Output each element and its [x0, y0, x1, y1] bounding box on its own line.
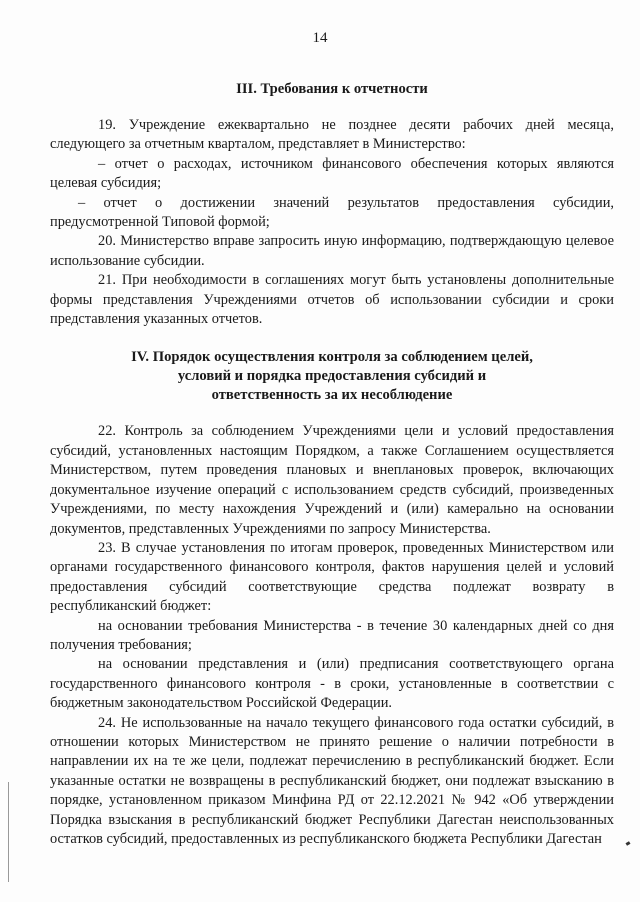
section-4-title — [50, 348, 614, 405]
paragraph-23-item-control-order: на основании представления и (или) предписания соответствующего органа государственного финансового контроля - в сроки, установленные в соответствии с бюджетным законодательством Российской Федерации. — [50, 656, 614, 712]
paragraph-20: 20. Министерство вправе запросить иную информацию, подтверждающую целевое использование субсидии. — [50, 233, 614, 269]
paragraph-19-item-expenses-report: – отчет о расходах, источником финансового обеспечения которых являются целевая субсидия; — [50, 155, 614, 192]
paragraph-21: 21. При необходимости в соглашениях могут быть установлены дополнительные формы представления Учреждениями отчетов об использовании субсидии и сроки представления указанных отчетов. — [50, 272, 614, 328]
document-body — [50, 76, 614, 849]
section-4-title-line-1: IV. Порядок осуществления контроля за соблюдением целей, — [131, 349, 533, 366]
paragraph-23-item-ministry-demand: на основании требования Министерства - в течение 30 календарных дней со дня получения требования; — [50, 617, 614, 653]
paragraph-19-item-results-report: – отчет о достижении значений результатов предоставления субсидии, предусмотренной Типовой формой; — [50, 194, 614, 231]
section-4-title-line-3: ответственность за их несоблюдение — [211, 387, 453, 404]
paragraph-22: 22. Контроль за соблюдением Учреждениями цели и условий предоставления субсидий, установленных настоящим Порядком, а также Соглашением осуществляется Министерством, путем проведения плановых и внеплановых проверок, включающих документальное изучение операций с использованием средств субсидий, произведенных Учреждениями, по месту нахождения Учреждений и (или) камерально на основании документов, представленных Учреждениями по запросу Министерства. — [50, 423, 614, 537]
page-number: 14 — [312, 30, 328, 46]
paragraph-19: 19. Учреждение ежеквартально не позднее десяти рабочих дней месяца, следующего за отчетным кварталом, представляет в Министерство: — [50, 117, 614, 153]
section-4-title-line-2: условий и порядка предоставления субсидий и — [177, 368, 487, 385]
section-3-title: III. Требования к отчетности — [236, 81, 428, 97]
paragraph-23: 23. В случае установления по итогам проверок, проведенных Министерством или органами государственного финансового контроля, фактов нарушения целей и условий предоставления субсидий соответствующие средства подлежат возврату в республиканский бюджет: — [50, 539, 614, 615]
scan-corner-mark — [626, 841, 631, 846]
paragraph-24: 24. Не использованные на начало текущего финансового года остатки субсидий, в отношении которых Министерством не принято решение о наличии потребности в направлении их на те же цели, подлежат перечислению в республиканский бюджет. Если указанные остатки не возвращены в республиканский бюджет, они подлежат взысканию в порядке, установленном приказом Минфина РД от 22.12.2021 № 942 «Об утверждении Порядка взыскания в республиканский бюджет Республики Дагестан неиспользованных остатков субсидий, предоставленных из республиканского бюджета Республики Дагестан — [50, 714, 614, 847]
scan-edge-line — [8, 782, 9, 882]
